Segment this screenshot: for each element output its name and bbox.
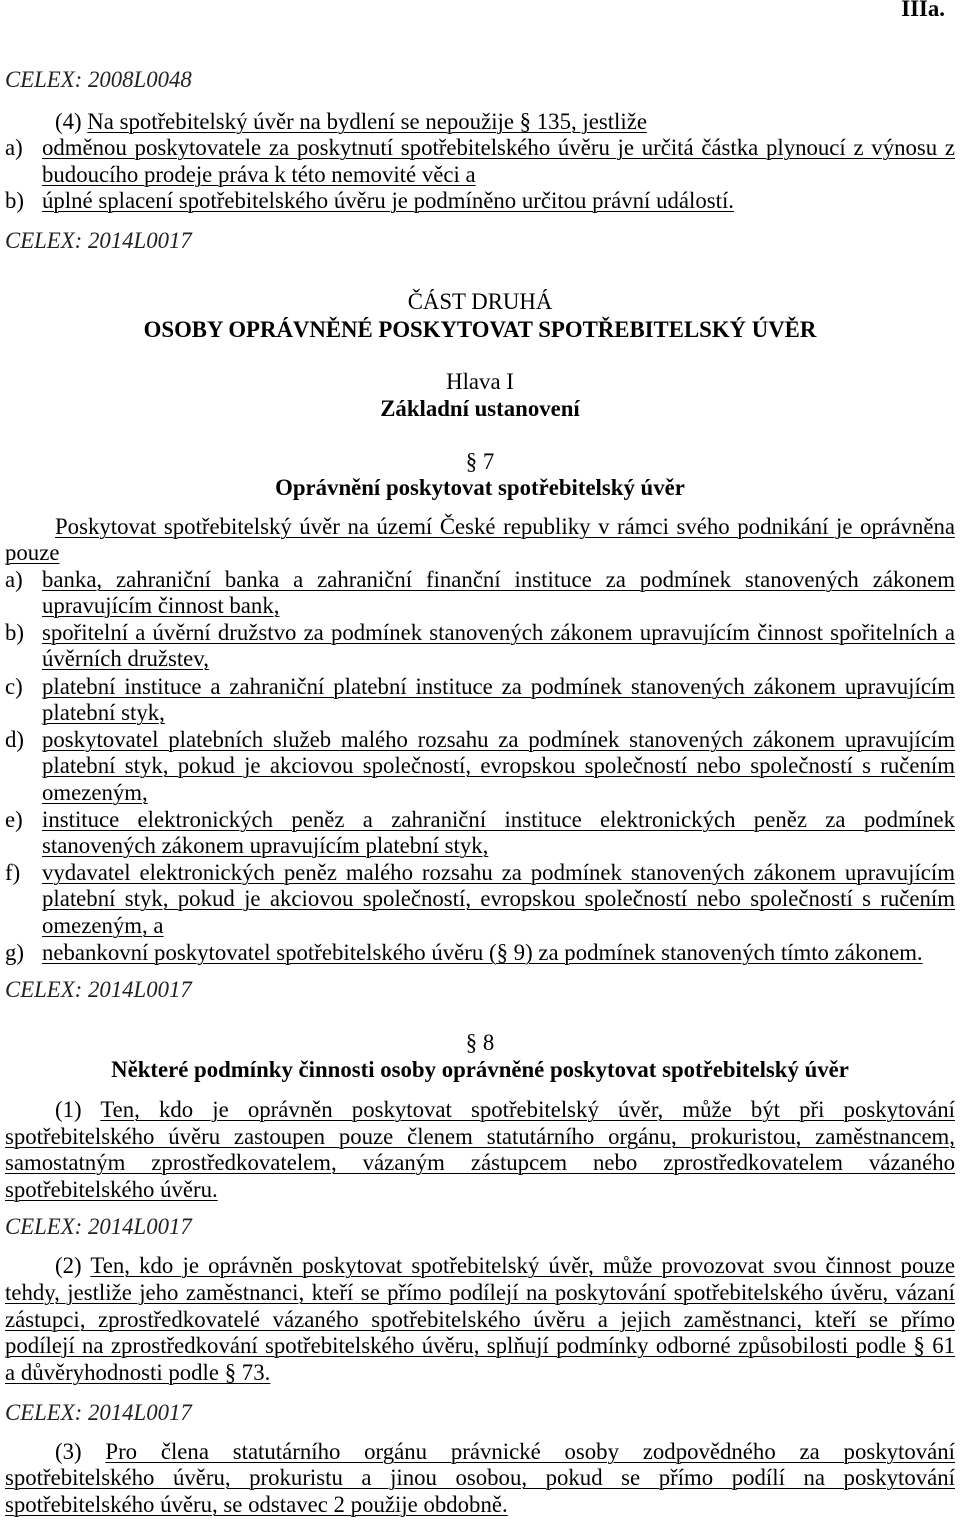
list-marker: b) — [5, 620, 24, 645]
list-item-line: banka, zahraniční banka a zahraniční finanční instituce za podmínek stanovených zákonem — [42, 567, 955, 592]
paragraph-line: spotřebitelského úvěru, se odstavec 2 použije obdobně. — [5, 1492, 508, 1517]
paragraph-line: zástupci, zprostředkovatelé vázaného spotřebitelského úvěru a jejich zaměstnanci, kteří se přímo — [5, 1307, 955, 1332]
list-marker: f) — [5, 860, 21, 885]
paragraph-number: (3) — [55, 1439, 82, 1464]
paragraph-text: Ten, kdo je oprávněn poskytovat spotřebitelský úvěr, může být při poskytování — [100, 1097, 955, 1122]
list-item-line: spořitelní a úvěrní družstvo za podmínek stanovených zákonem upravujícím činnost spořitelních a — [42, 620, 955, 645]
list-item-line: stanovených zákonem upravujícím platební styk, — [42, 833, 489, 858]
paragraph-text: Ten, kdo je oprávněn poskytovat spotřebitelský úvěr, může provozovat svou činnost pouze — [90, 1253, 955, 1278]
list-item-line: omezeným, — [42, 780, 148, 805]
celex-reference: CELEX: 2014L0017 — [5, 228, 192, 253]
list-item-line: omezeným, a — [42, 913, 164, 938]
paragraph-2-first-line — [55, 1253, 955, 1279]
list-marker: b) — [5, 188, 24, 213]
paragraph-line: spotřebitelského úvěru. — [5, 1177, 218, 1202]
list-marker: e) — [5, 807, 23, 832]
list-item-line: budoucího prodeje práva k této nemovité věci a — [42, 162, 476, 187]
list-marker: a) — [5, 135, 23, 160]
list-item-line: vydavatel elektronických peněz malého rozsahu za podmínek stanovených zákonem upravujícím — [42, 860, 955, 885]
list-marker: g) — [5, 940, 24, 965]
list-item-line: platební instituce a zahraniční platební instituce za podmínek stanovených zákonem upravujícím — [42, 674, 955, 699]
paragraph-number: (2) — [55, 1253, 82, 1278]
paragraph-4-line — [55, 109, 955, 135]
section-7-number: § 7 — [465, 449, 495, 474]
part-title: ČÁST DRUHÁ — [407, 289, 553, 314]
list-item-line: úplné splacení spotřebitelského úvěru je podmíněno určitou právní událostí. — [42, 188, 734, 213]
paragraph-number: (1) — [55, 1097, 82, 1122]
head-title: Hlava I — [446, 369, 514, 394]
paragraph-3-first-line — [55, 1439, 955, 1465]
list-item-line: nebankovní poskytovatel spotřebitelského úvěru (§ 9) za podmínek stanovených tímto zákonem. — [42, 940, 923, 965]
list-item-line: platební styk, pokud je akciovou společností, evropskou společností nebo společností s ručením — [42, 886, 955, 911]
list-item-line: platební styk, pokud je akciovou společností, evropskou společností nebo společností s ručením — [42, 753, 955, 778]
head-subtitle: Základní ustanovení — [380, 396, 580, 421]
page-label: IIIa. — [901, 0, 945, 21]
section-8-number: § 8 — [465, 1030, 495, 1055]
list-item-line: poskytovatel platebních služeb malého rozsahu za podmínek stanovených zákonem upravujícím — [42, 727, 955, 752]
paragraph-line: tehdy, jestliže jeho zaměstnanci, kteří se přímo podílejí na poskytování spotřebitelského úvěru, vázaní — [5, 1280, 955, 1305]
list-marker: d) — [5, 727, 24, 752]
list-item-line: odměnou poskytovatele za poskytnutí spotřebitelského úvěru je určitá částka plynoucí z výnosu z — [42, 135, 955, 160]
list-item-line: úvěrních družstev, — [42, 646, 209, 671]
paragraph-number: (4) — [55, 109, 82, 134]
paragraph-line: spotřebitelského úvěru zastoupen pouze členem statutárního orgánu, prokuristou, zaměstnancem, — [5, 1124, 955, 1149]
list-item-line: upravujícím činnost bank, — [42, 593, 280, 618]
paragraph-text: Pro člena statutárního orgánu právnické osoby zodpovědného za poskytování — [105, 1439, 955, 1464]
list-marker: c) — [5, 674, 23, 699]
part-subtitle: OSOBY OPRÁVNĚNÉ POSKYTOVAT SPOTŘEBITELSKÝ ÚVĚR — [143, 317, 817, 342]
celex-reference: CELEX: 2014L0017 — [5, 1400, 192, 1425]
list-item-line: instituce elektronických peněz a zahraniční instituce elektronických peněz za podmínek — [42, 807, 955, 832]
paragraph-text: Na spotřebitelský úvěr na bydlení se nepoužije § 135, jestliže — [87, 109, 647, 134]
list-marker: a) — [5, 567, 23, 592]
section-7-title: Oprávnění poskytovat spotřebitelský úvěr — [275, 475, 685, 500]
celex-reference: CELEX: 2014L0017 — [5, 1214, 192, 1239]
paragraph-line: spotřebitelského úvěru, prokuristu a jinou osobou, pokud se přímo podílí na poskytování — [5, 1465, 955, 1490]
paragraph-1-first-line — [55, 1097, 955, 1123]
celex-reference: CELEX: 2008L0048 — [5, 67, 192, 92]
paragraph-line: a důvěryhodnosti podle § 73. — [5, 1360, 271, 1385]
section-8-title: Některé podmínky činnosti osoby oprávněné poskytovat spotřebitelský úvěr — [111, 1057, 849, 1082]
list-item-line: platební styk, — [42, 700, 165, 725]
paragraph-line: samostatným zprostředkovatelem, vázaným zástupcem nebo zprostředkovatelem vázaného — [5, 1150, 955, 1175]
paragraph-line: podílejí na zprostředkování spotřebitelského úvěru, splňují podmínky odborné způsobilosti podle § 61 — [5, 1333, 955, 1358]
section-7-intro-line: pouze — [5, 540, 60, 565]
section-7-intro-line: Poskytovat spotřebitelský úvěr na území České republiky v rámci svého podnikání je oprávněna — [55, 514, 955, 539]
celex-reference: CELEX: 2014L0017 — [5, 977, 192, 1002]
